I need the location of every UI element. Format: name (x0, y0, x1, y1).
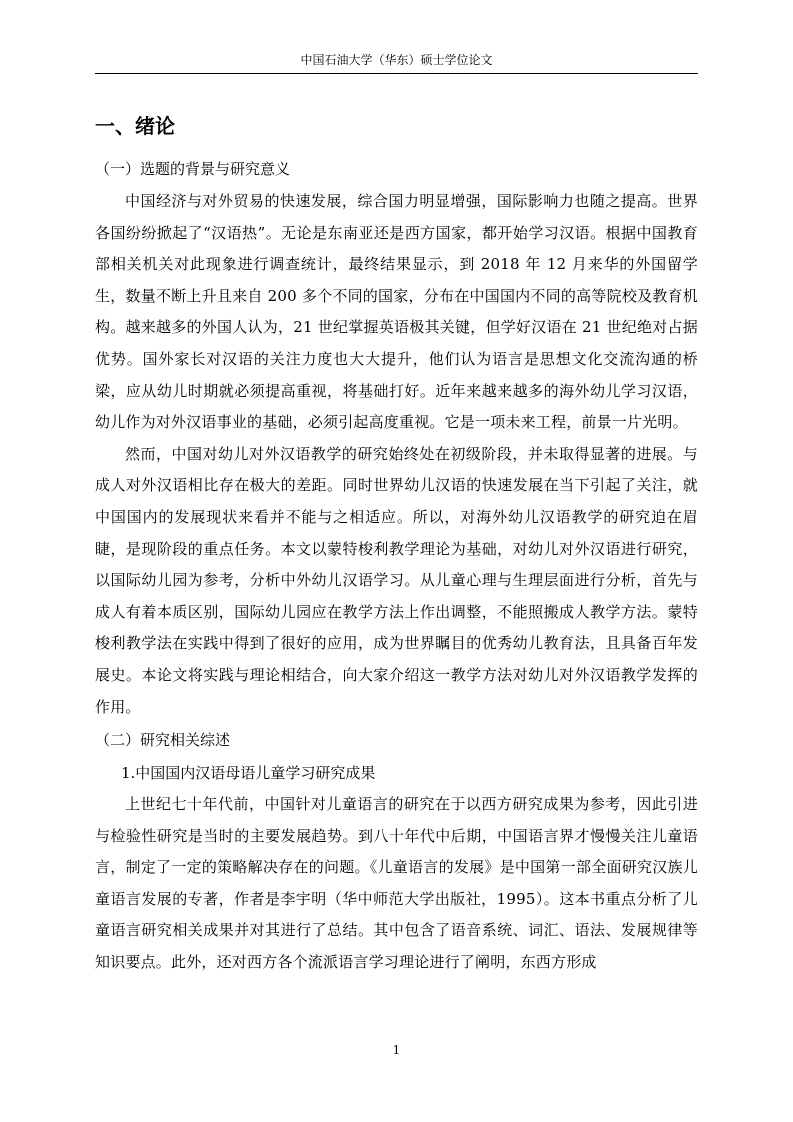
paragraph: 上世纪七十年代前，中国针对儿童语言的研究在于以西方研究成果为参考，因此引进与检验性研究是当时的主要发展趋势。到八十年代中后期，中国语言界才慢慢关注儿童语言，制定了一定的策略解决存在的问题。《儿童语言的发展》是中国第一部全面研究汉族儿童语言发展的专著，作者是李宇明（华中师范大学出版社，1995）。这本书重点分析了儿童语言研究相关成果并对其进行了总结。其中包含了语音系统、词汇、语法、发展规律等知识要点。此外，还对西方各个流派语言学习理论进行了阐明，东西方形成 (95, 795, 698, 972)
paragraph: 中国经济与对外贸易的快速发展，综合国力明显增强，国际影响力也随之提高。世界各国纷纷掀起了“汉语热”。无论是东南亚还是西方国家，都开始学习汉语。根据中国教育部相关机关对此现象进行调查统计，最终结果显示，到 2018 年 12 月来华的外国留学生，数量不断上升且来自 200 多个不同的国家，分布在中国国内不同的高等院校及教育机构。越来越多的外国人认为，21 世纪掌握英语极其关键，但学好汉语在 21 世纪绝对占据优势。国外家长对汉语的关注力度也大大提升，他们认为语言是思想文化交流沟通的桥梁，应从幼儿时期就必须提高重视，将基础打好。近年来越来越多的海外幼儿学习汉语，幼儿作为对外汉语事业的基础，必须引起高度重视。它是一项未来工程，前景一片光明。 (95, 192, 698, 432)
page-body (95, 112, 698, 979)
header-rule (95, 73, 698, 74)
section-heading-review: （二）研究相关综述 (95, 731, 231, 750)
paragraph: 然而，中国对幼儿对外汉语教学的研究始终处在初级阶段，并未取得显著的进展。与成人对外汉语相比存在极大的差距。同时世界幼儿汉语的快速发展在当下引起了关注，就中国国内的发展现状来看并不能与之相适应。所以，对海外幼儿汉语教学的研究迫在眉睫，是现阶段的重点任务。本文以蒙特梭利教学理论为基础，对幼儿对外汉语进行研究，以国际幼儿园为参考，分析中外幼儿汉语学习。从儿童心理与生理层面进行分析，首先与成人有着本质区别，国际幼儿园应在教学方法上作出调整，不能照搬成人教学方法。蒙特梭利教学法在实践中得到了很好的应用，成为世界瞩目的优秀幼儿教育法，且具备百年发展史。本论文将实践与理论相结合，向大家介绍这一教学方法对幼儿对外汉语教学发挥的作用。 (95, 444, 698, 716)
running-header: 中国石油大学（华东）硕士学位论文 (300, 53, 493, 67)
chapter-title: 一、绪论 (95, 114, 175, 138)
subsection-heading: 1.中国国内汉语母语儿童学习研究成果 (121, 764, 376, 783)
section-heading-background: （一）选题的背景与研究意义 (95, 160, 291, 178)
page-number: 1 (392, 1043, 401, 1057)
